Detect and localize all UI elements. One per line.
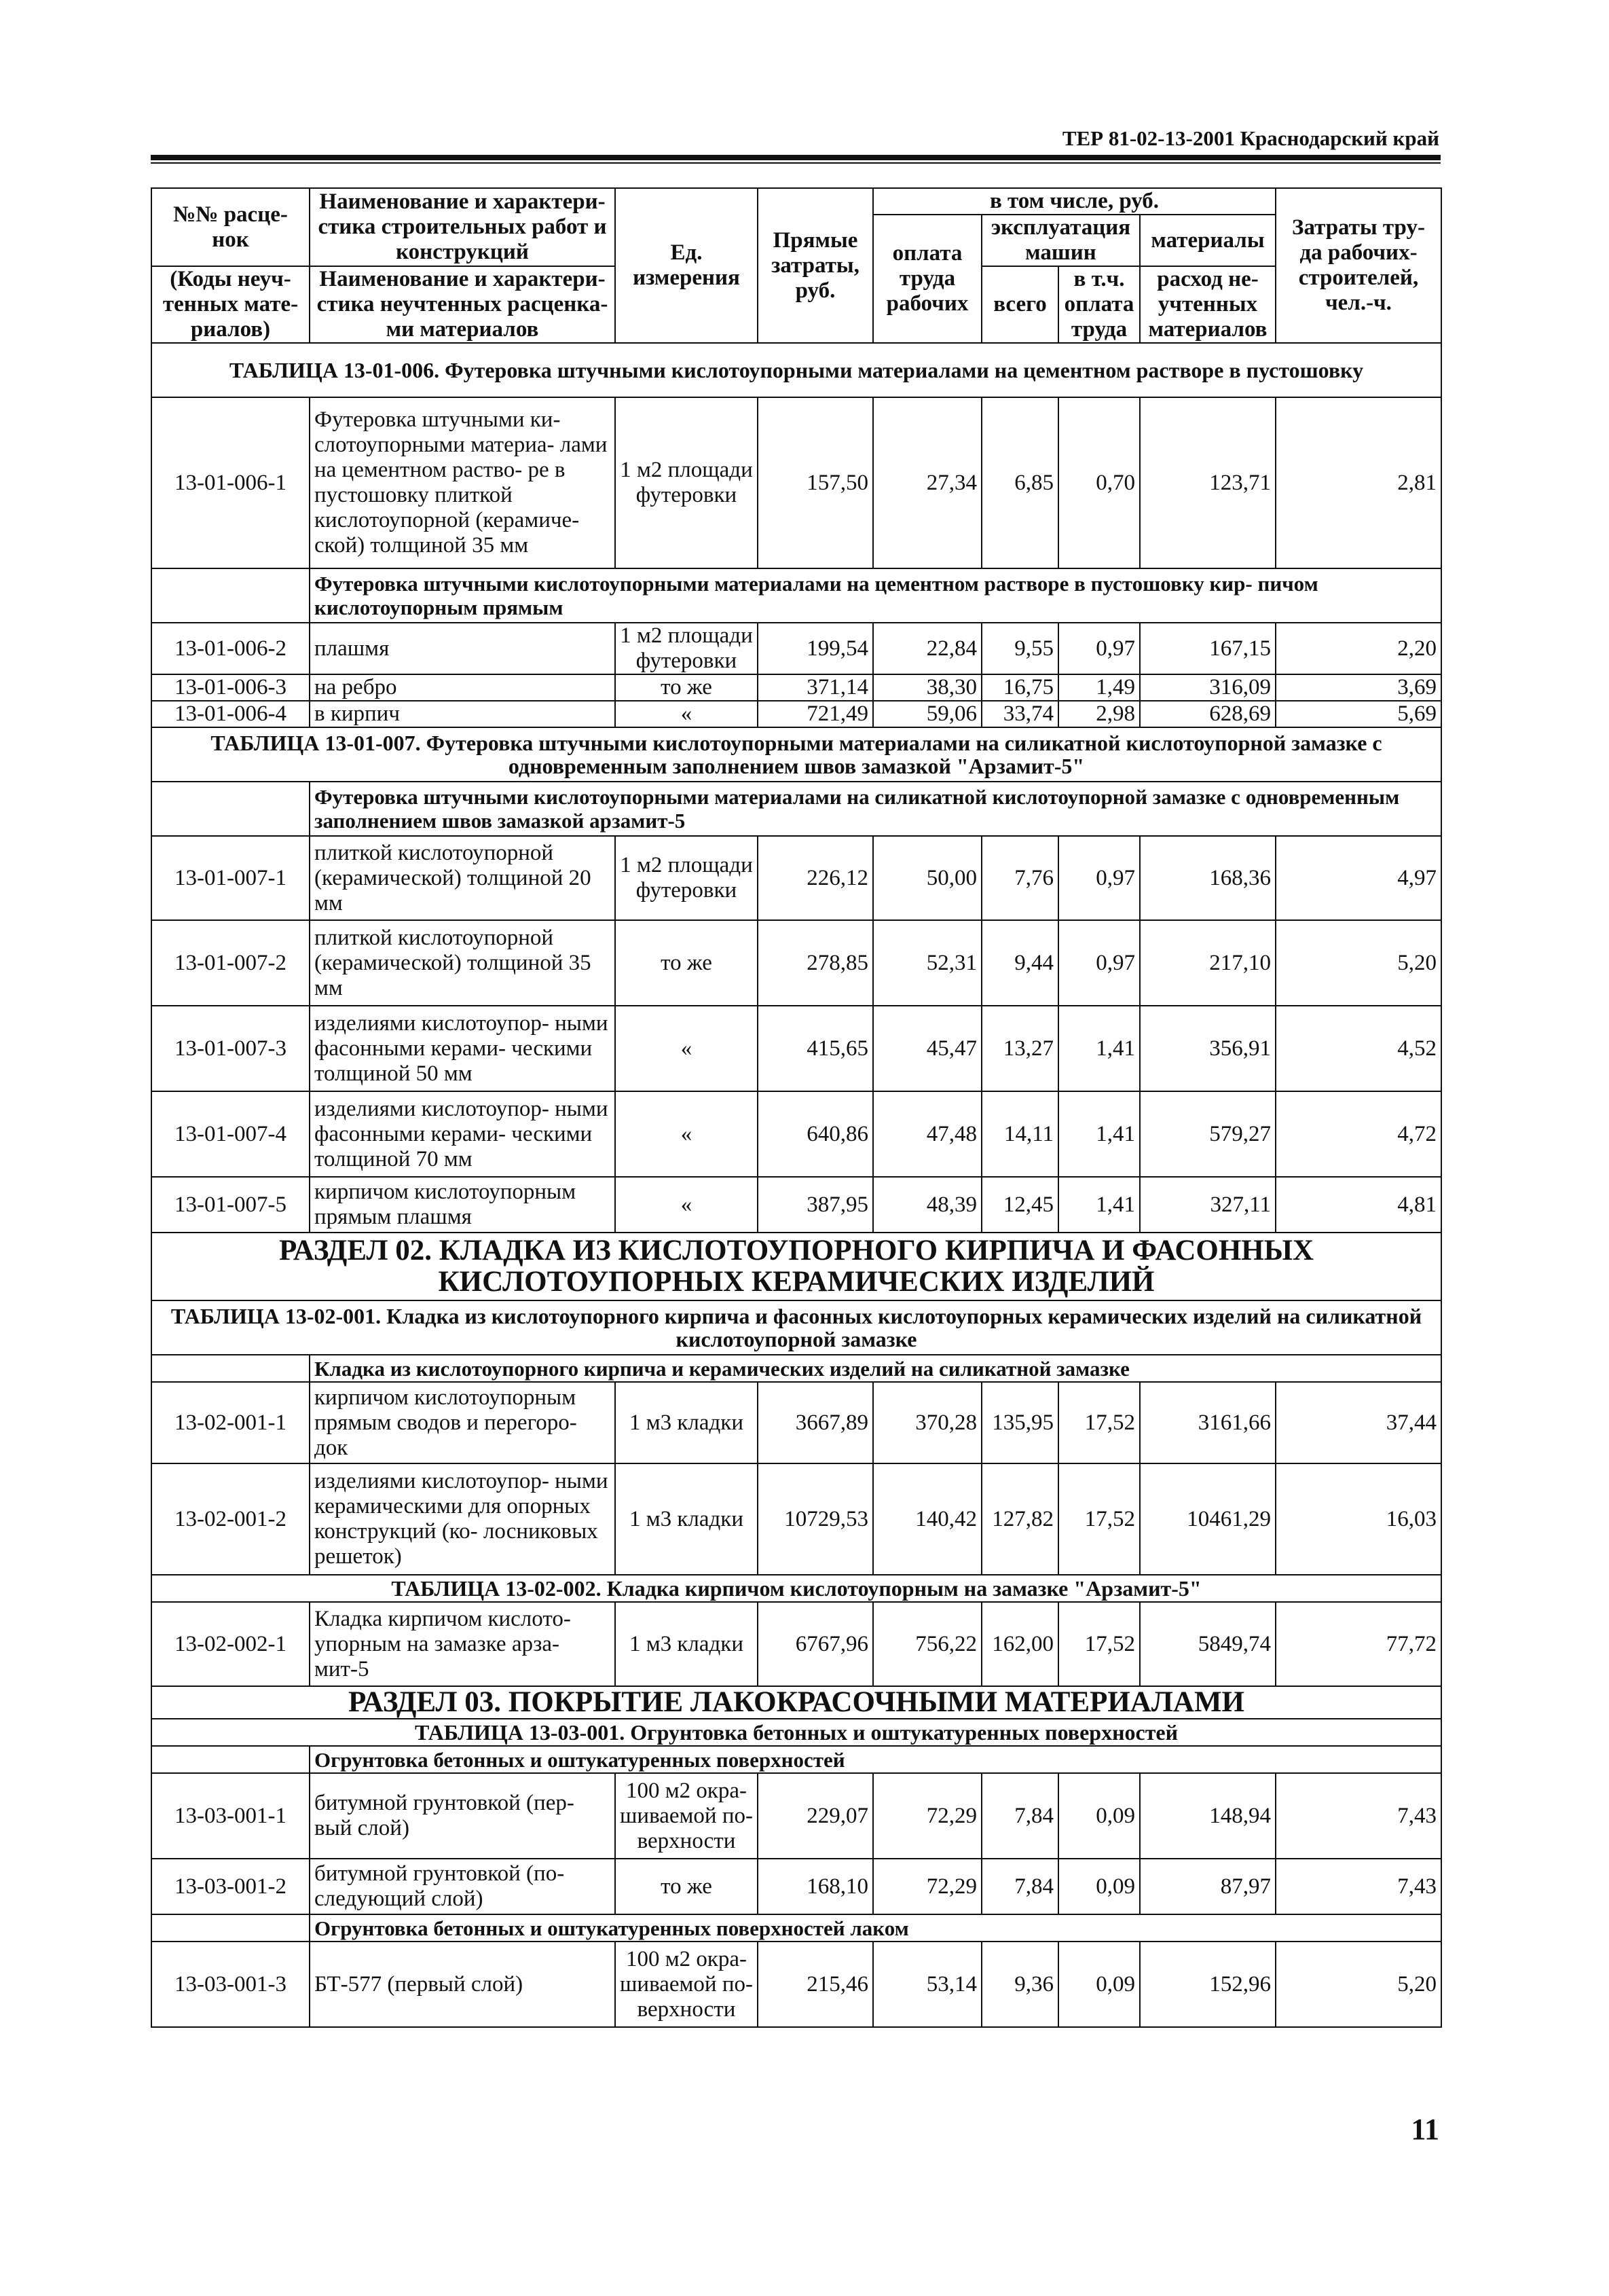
- rate-machine-wage: 1,41: [1058, 1006, 1140, 1091]
- rate-unit: 1 м2 площади футеровки: [615, 836, 758, 920]
- rate-direct: 6767,96: [758, 1602, 873, 1686]
- rate-unit: «: [615, 701, 758, 727]
- rate-labor: 3,69: [1276, 674, 1441, 701]
- rate-code: 13-01-006-1: [151, 397, 310, 568]
- rate-labor: 2,20: [1276, 623, 1441, 674]
- rate-name: Футеровка штучными ки- слотоупорными материа- лами на цементном раство- ре в пустошовку плиткой кислотоупорной (керамиче- ской) толщиной 35 мм: [310, 397, 615, 568]
- rate-direct: 3667,89: [758, 1382, 873, 1463]
- rate-name: битумной грунтовкой (по- следующий слой): [310, 1859, 615, 1914]
- rate-machines: 162,00: [982, 1602, 1058, 1686]
- col-header-wage: оплата труда рабочих: [873, 215, 982, 343]
- rate-machine-wage: 2,98: [1058, 701, 1140, 727]
- rate-labor: 4,52: [1276, 1006, 1441, 1091]
- group-title: Футеровка штучными кислотоупорными материалами на цементном растворе в пустошовку кир- пичом кислотоупорным прямым: [310, 568, 1441, 623]
- col-header-mach-wage: в т.ч. оплата труда: [1058, 266, 1140, 343]
- table-row: [151, 674, 1441, 701]
- rate-machine-wage: 0,97: [1058, 623, 1140, 674]
- rate-unit: «: [615, 1091, 758, 1177]
- col-header-code: №№ расце- нок: [151, 188, 310, 266]
- table-row: [151, 1602, 1441, 1686]
- rate-unit: 100 м2 окра- шиваемой по- верхности: [615, 1773, 758, 1859]
- col-header-incl: в том числе, руб.: [873, 188, 1276, 215]
- rate-code: 13-01-006-3: [151, 674, 310, 701]
- rate-wage: 72,29: [873, 1859, 982, 1914]
- col-header-machines: эксплуатация машин: [982, 215, 1140, 266]
- rate-code: 13-01-007-1: [151, 836, 310, 920]
- col-header-direct: Прямые затраты, руб.: [758, 188, 873, 343]
- rate-materials: 148,94: [1140, 1773, 1276, 1859]
- rate-unit: то же: [615, 1859, 758, 1914]
- rate-unit: «: [615, 1006, 758, 1091]
- rate-code: 13-01-007-5: [151, 1177, 310, 1233]
- rate-labor: 7,43: [1276, 1859, 1441, 1914]
- table-title: ТАБЛИЦА 13-02-002. Кладка кирпичом кислотоупорным на замазке "Арзамит-5": [151, 1575, 1441, 1602]
- col-header-mach-total: всего: [982, 266, 1058, 343]
- rate-name: изделиями кислотоупор- ными фасонными керами- ческими толщиной 70 мм: [310, 1091, 615, 1177]
- rate-name: плиткой кислотоупорной (керамической) толщиной 20 мм: [310, 836, 615, 920]
- section-title: РАЗДЕЛ 02. КЛАДКА ИЗ КИСЛОТОУПОРНОГО КИРПИЧА И ФАСОННЫХ КИСЛОТОУПОРНЫХ КЕРАМИЧЕСКИХ ИЗДЕЛИЙ: [151, 1233, 1441, 1300]
- rate-code: 13-01-006-2: [151, 623, 310, 674]
- rates-table: [151, 187, 1442, 2028]
- rate-machine-wage: 0,97: [1058, 836, 1140, 920]
- col-header-code-sub: (Коды неуч- тенных мате- риалов): [151, 266, 310, 343]
- group-spacer: [151, 782, 310, 836]
- rate-machines: 13,27: [982, 1006, 1058, 1091]
- rate-machines: 9,44: [982, 920, 1058, 1006]
- rate-direct: 226,12: [758, 836, 873, 920]
- rate-machines: 7,84: [982, 1773, 1058, 1859]
- table-title: ТАБЛИЦА 13-03-001. Огрунтовка бетонных и оштукатуренных поверхностей: [151, 1719, 1441, 1746]
- rate-name: на ребро: [310, 674, 615, 701]
- rate-machine-wage: 17,52: [1058, 1463, 1140, 1575]
- rate-materials: 10461,29: [1140, 1463, 1276, 1575]
- rate-materials: 168,36: [1140, 836, 1276, 920]
- table-title: ТАБЛИЦА 13-01-007. Футеровка штучными кислотоупорными материалами на силикатной кислотоупорной замазке с одновременным заполнением швов замазкой "Арзамит-5": [151, 727, 1441, 782]
- rate-materials: 152,96: [1140, 1942, 1276, 2027]
- rate-materials: 316,09: [1140, 674, 1276, 701]
- table-row: [151, 1091, 1441, 1177]
- group-title: Кладка из кислотоупорного кирпича и керамических изделий на силикатной замазке: [310, 1355, 1441, 1382]
- rate-name: изделиями кислотоупор- ными керамическими для опорных конструкций (ко- лосниковых решеток): [310, 1463, 615, 1575]
- rate-direct: 168,10: [758, 1859, 873, 1914]
- col-header-name-sub: Наименование и характери- стика неучтенных расценка- ми материалов: [310, 266, 615, 343]
- rate-labor: 37,44: [1276, 1382, 1441, 1463]
- page-number: 11: [1411, 2113, 1439, 2146]
- rate-unit: 1 м2 площади футеровки: [615, 623, 758, 674]
- rate-wage: 140,42: [873, 1463, 982, 1575]
- document-header: ТЕР 81-02-13-2001 Краснодарский край: [1062, 126, 1439, 150]
- rate-machine-wage: 0,70: [1058, 397, 1140, 568]
- rate-machines: 127,82: [982, 1463, 1058, 1575]
- rate-materials: 3161,66: [1140, 1382, 1276, 1463]
- rate-wage: 38,30: [873, 674, 982, 701]
- group-title: Огрунтовка бетонных и оштукатуренных поверхностей лаком: [310, 1914, 1441, 1942]
- group-title: Футеровка штучными кислотоупорными материалами на силикатной кислотоупорной замазке с одновременным заполнением швов замазкой арзамит-5: [310, 782, 1441, 836]
- rate-labor: 7,43: [1276, 1773, 1441, 1859]
- group-spacer: [151, 1746, 310, 1773]
- rate-labor: 2,81: [1276, 397, 1441, 568]
- group-spacer: [151, 1355, 310, 1382]
- col-header-materials-sub: расход не- учтенных материалов: [1140, 266, 1276, 343]
- rate-wage: 47,48: [873, 1091, 982, 1177]
- rate-machine-wage: 0,09: [1058, 1859, 1140, 1914]
- rate-materials: 579,27: [1140, 1091, 1276, 1177]
- rate-materials: 5849,74: [1140, 1602, 1276, 1686]
- group-spacer: [151, 1914, 310, 1942]
- rate-labor: 4,81: [1276, 1177, 1441, 1233]
- rate-wage: 22,84: [873, 623, 982, 674]
- rate-direct: 215,46: [758, 1942, 873, 2027]
- group-title: Огрунтовка бетонных и оштукатуренных поверхностей: [310, 1746, 1441, 1773]
- table-title: ТАБЛИЦА 13-02-001. Кладка из кислотоупорного кирпича и фасонных кислотоупорных керамических изделий на силикатной кислотоупорной замазке: [151, 1300, 1441, 1355]
- rate-name: плашмя: [310, 623, 615, 674]
- rate-unit: 1 м3 кладки: [615, 1382, 758, 1463]
- table-row: [151, 623, 1441, 674]
- rate-code: 13-03-001-2: [151, 1859, 310, 1914]
- rate-labor: 16,03: [1276, 1463, 1441, 1575]
- rate-unit: 1 м3 кладки: [615, 1602, 758, 1686]
- table-row: [151, 1463, 1441, 1575]
- table-row: [151, 1773, 1441, 1859]
- table-row: [151, 1859, 1441, 1914]
- rate-direct: 387,95: [758, 1177, 873, 1233]
- rate-unit: 1 м3 кладки: [615, 1463, 758, 1575]
- rate-machine-wage: 17,52: [1058, 1602, 1140, 1686]
- rate-materials: 628,69: [1140, 701, 1276, 727]
- rate-name: изделиями кислотоупор- ными фасонными керами- ческими толщиной 50 мм: [310, 1006, 615, 1091]
- rate-machine-wage: 0,97: [1058, 920, 1140, 1006]
- rate-machines: 14,11: [982, 1091, 1058, 1177]
- rate-direct: 640,86: [758, 1091, 873, 1177]
- rate-unit: то же: [615, 674, 758, 701]
- rate-materials: 217,10: [1140, 920, 1276, 1006]
- rate-unit: 100 м2 окра- шиваемой по- верхности: [615, 1942, 758, 2027]
- table-row: [151, 836, 1441, 920]
- rate-machine-wage: 1,49: [1058, 674, 1140, 701]
- table-row: [151, 397, 1441, 568]
- table-row: [151, 701, 1441, 727]
- rate-labor: 4,72: [1276, 1091, 1441, 1177]
- rate-labor: 4,97: [1276, 836, 1441, 920]
- col-header-materials: материалы: [1140, 215, 1276, 266]
- table-row: [151, 1177, 1441, 1233]
- rate-wage: 756,22: [873, 1602, 982, 1686]
- rate-name: кирпичом кислотоупорным прямым плашмя: [310, 1177, 615, 1233]
- rate-labor: 5,20: [1276, 1942, 1441, 2027]
- rate-wage: 45,47: [873, 1006, 982, 1091]
- rate-machines: 33,74: [982, 701, 1058, 727]
- rate-machines: 12,45: [982, 1177, 1058, 1233]
- rate-code: 13-02-002-1: [151, 1602, 310, 1686]
- col-header-name: Наименование и характери- стика строительных работ и конструкций: [310, 188, 615, 266]
- rate-wage: 59,06: [873, 701, 982, 727]
- rate-unit: то же: [615, 920, 758, 1006]
- header-rule: [151, 155, 1441, 160]
- rate-machine-wage: 17,52: [1058, 1382, 1140, 1463]
- rate-materials: 167,15: [1140, 623, 1276, 674]
- col-header-labor: Затраты тру- да рабочих- строителей, чел.-ч.: [1276, 188, 1441, 343]
- rate-labor: 5,20: [1276, 920, 1441, 1006]
- rate-unit: 1 м2 площади футеровки: [615, 397, 758, 568]
- rate-direct: 199,54: [758, 623, 873, 674]
- rate-wage: 53,14: [873, 1942, 982, 2027]
- rate-code: 13-01-007-2: [151, 920, 310, 1006]
- rate-wage: 72,29: [873, 1773, 982, 1859]
- rate-materials: 356,91: [1140, 1006, 1276, 1091]
- rate-name: БТ-577 (первый слой): [310, 1942, 615, 2027]
- rate-name: битумной грунтовкой (пер- вый слой): [310, 1773, 615, 1859]
- rate-machines: 16,75: [982, 674, 1058, 701]
- rate-code: 13-01-007-4: [151, 1091, 310, 1177]
- rate-materials: 327,11: [1140, 1177, 1276, 1233]
- rate-wage: 48,39: [873, 1177, 982, 1233]
- group-spacer: [151, 568, 310, 623]
- rate-code: 13-01-006-4: [151, 701, 310, 727]
- table-row: [151, 920, 1441, 1006]
- rate-name: в кирпич: [310, 701, 615, 727]
- rate-labor: 5,69: [1276, 701, 1441, 727]
- rate-direct: 229,07: [758, 1773, 873, 1859]
- col-header-unit: Ед. измерения: [615, 188, 758, 343]
- rate-machine-wage: 0,09: [1058, 1942, 1140, 2027]
- rate-direct: 415,65: [758, 1006, 873, 1091]
- rate-name: кирпичом кислотоупорным прямым сводов и перегоро- док: [310, 1382, 615, 1463]
- rate-code: 13-03-001-1: [151, 1773, 310, 1859]
- rate-machines: 9,36: [982, 1942, 1058, 2027]
- rate-machines: 135,95: [982, 1382, 1058, 1463]
- rate-code: 13-02-001-1: [151, 1382, 310, 1463]
- header-rule-thin: [151, 162, 1441, 164]
- section-title: РАЗДЕЛ 03. ПОКРЫТИЕ ЛАКОКРАСОЧНЫМИ МАТЕРИАЛАМИ: [151, 1686, 1441, 1719]
- rate-direct: 278,85: [758, 920, 873, 1006]
- rate-machines: 7,76: [982, 836, 1058, 920]
- rate-direct: 10729,53: [758, 1463, 873, 1575]
- rate-code: 13-02-001-2: [151, 1463, 310, 1575]
- table-row: [151, 1382, 1441, 1463]
- table-row: [151, 1942, 1441, 2027]
- rate-materials: 87,97: [1140, 1859, 1276, 1914]
- rate-unit: «: [615, 1177, 758, 1233]
- table-title: ТАБЛИЦА 13-01-006. Футеровка штучными кислотоупорными материалами на цементном растворе в пустошовку: [151, 343, 1441, 397]
- rate-wage: 50,00: [873, 836, 982, 920]
- rate-direct: 721,49: [758, 701, 873, 727]
- rate-wage: 370,28: [873, 1382, 982, 1463]
- rate-name: плиткой кислотоупорной (керамической) толщиной 35 мм: [310, 920, 615, 1006]
- rate-direct: 157,50: [758, 397, 873, 568]
- rate-machine-wage: 1,41: [1058, 1177, 1140, 1233]
- rate-wage: 52,31: [873, 920, 982, 1006]
- rate-labor: 77,72: [1276, 1602, 1441, 1686]
- rate-machines: 9,55: [982, 623, 1058, 674]
- rate-machine-wage: 1,41: [1058, 1091, 1140, 1177]
- table-row: [151, 1006, 1441, 1091]
- rate-wage: 27,34: [873, 397, 982, 568]
- rate-materials: 123,71: [1140, 397, 1276, 568]
- rate-machine-wage: 0,09: [1058, 1773, 1140, 1859]
- rate-code: 13-03-001-3: [151, 1942, 310, 2027]
- rate-code: 13-01-007-3: [151, 1006, 310, 1091]
- rate-machines: 6,85: [982, 397, 1058, 568]
- rate-direct: 371,14: [758, 674, 873, 701]
- rate-machines: 7,84: [982, 1859, 1058, 1914]
- rate-name: Кладка кирпичом кислото- упорным на замазке арза- мит-5: [310, 1602, 615, 1686]
